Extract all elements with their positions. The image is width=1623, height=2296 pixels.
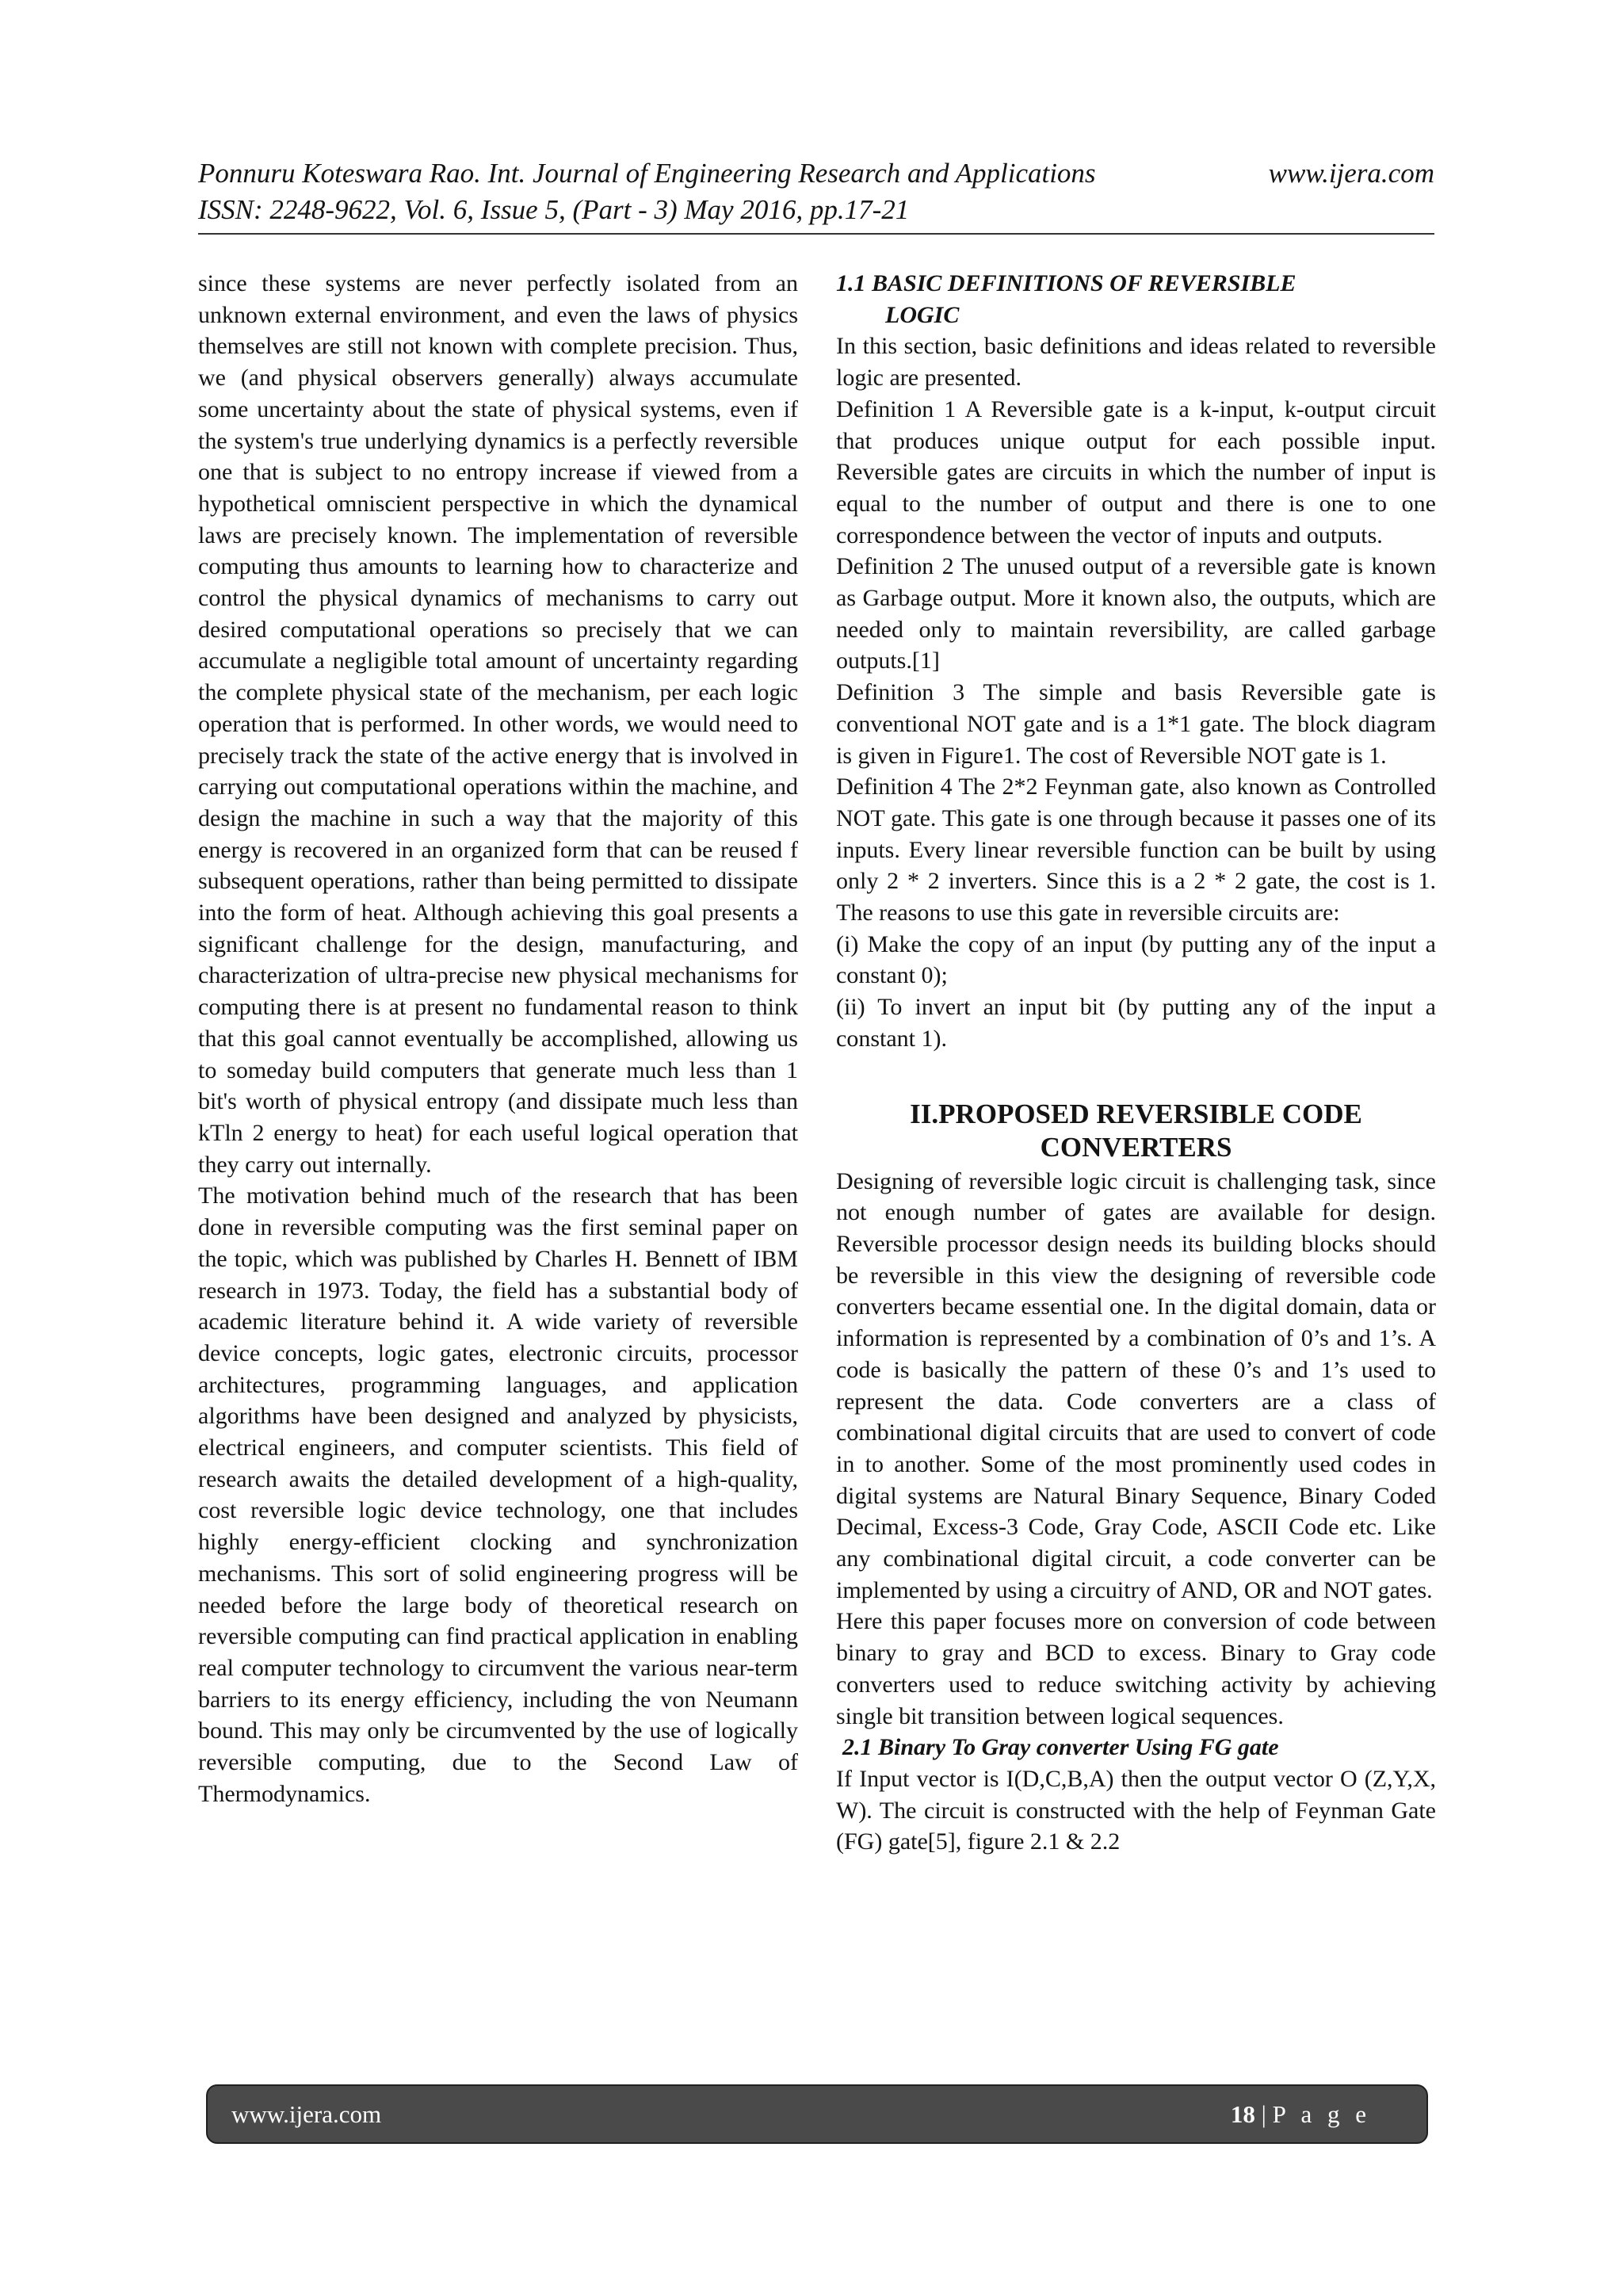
header-issn: ISSN: 2248-9622, Vol. 6, Issue 5, (Part - 3) May 2016, pp.17-21 xyxy=(198,194,910,225)
section-1-1-intro: In this section, basic definitions and ideas related to reversible logic are presented. xyxy=(836,333,1436,392)
section-2-heading xyxy=(836,1098,1436,1164)
footer-page-number xyxy=(1231,2100,1371,2129)
section-2-1-title: Binary To Gray converter Using FG gate xyxy=(872,1734,1279,1761)
left-paragraph-1: since these systems are never perfectly isolated from an unknown external environment, and even the laws of physics themselves are still not known with complete precision. Thus, we (and physical observers generally) always accumulate some uncertainty about the state of physical systems, even if the system's true underlying dynamics is a perfectly reversible one that is subject to no entropy increase if viewed from a hypothetical omniscient perspective in which the dynamical laws are precisely known. The implementation of reversible computing thus amounts to learning how to characterize and control the physical dynamics of mechanisms to carry out desired computational operations so precisely that we can accumulate a negligible total amount of uncertainty regarding the complete physical state of the mechanism, per each logic operation that is performed. In other words, we would need to precisely track the state of the active energy that is involved in carrying out computational operations within the machine, and design the machine in such a way that the majority of this energy is recovered in an organized form that can be reused f subsequent operations, rather than being permitted to dissipate into the form of heat. Although achieving this goal presents a significant challenge for the design, manufacturing, and characterization of ultra-precise new physical mechanisms for computing there is at present no fundamental reason to think that this goal cannot eventually be accomplished, allowing us to someday build computers that generate much less than 1 bit's worth of physical entropy (and dissipate much less than kTln 2 energy to heat) for each useful logical operation that they carry out internally. xyxy=(198,270,798,1178)
section-2-paragraph-2: Here this paper focuses more on conversion of code between binary to gray and BCD to excess. Binary to Gray code converters used to reduce switching activity by achieving single bit transition between logical sequences. xyxy=(836,1608,1436,1729)
definition-2: Definition 2 The unused output of a reversible gate is known as Garbage output. More it known also, the outputs, which are needed only to maintain reversibility, are called garbage outputs.[1] xyxy=(836,553,1436,674)
section-2-title-a: II.PROPOSED REVERSIBLE CODE xyxy=(910,1098,1362,1129)
page-separator: | xyxy=(1254,2099,1273,2128)
header-rule xyxy=(198,233,1434,235)
section-2-1-heading xyxy=(836,1732,1436,1763)
definition-4: Definition 4 The 2*2 Feynman gate, also known as Controlled NOT gate. This gate is one through because it passes one of its inputs. Every linear reversible function can be built by using only 2 * 2 inverters. Since this is a 2 * 2 gate, the cost is 1. The reasons to use this gate in reversible circuits are: xyxy=(836,774,1436,926)
reason-item-1: (i) Make the copy of an input (by putting any of the input a constant 0); xyxy=(836,930,1436,989)
running-header xyxy=(198,155,1434,228)
page-footer xyxy=(206,2084,1428,2144)
left-paragraph-2: The motivation behind much of the research that has been done in reversible computing was the first seminal paper on the topic, which was published by Charles H. Bennett of IBM research in 1973. Today, the field has a substantial body of academic literature behind it. A wide variety of reversible device concepts, logic gates, electronic circuits, processor architectures, programming languages, and application algorithms have been designed and analyzed by physicists, electrical engineers, and computer scientists. This field of research awaits the detailed development of a high-quality, cost reversible logic device technology, one that includes highly energy-efficient clocking and synchronization mechanisms. This sort of solid engineering progress will be needed before the large body of theoretical research on reversible computing can find practical application in enabling real computer technology to circumvent the various near-term barriers to its energy efficiency, including the von Neumann bound. This may only be circumvented by the use of logically reversible computing, due to the Second Law of Thermodynamics. xyxy=(198,1182,798,1807)
section-2-title-b: CONVERTERS xyxy=(1040,1131,1232,1163)
definition-1: Definition 1 A Reversible gate is a k-input, k-output circuit that produces unique output for each possible input. Reversible gates are circuits in which the number of input is equal to the number of output and there is one to one correspondence between the vector of inputs and outputs. xyxy=(836,395,1436,548)
header-journal: Ponnuru Koteswara Rao. Int. Journal of Engineering Research and Applications xyxy=(198,158,1096,189)
section-1-1-heading xyxy=(836,268,1436,330)
right-column xyxy=(836,268,1436,1858)
section-1-1-title-a: 1.1 BASIC DEFINITIONS OF REVERSIBLE xyxy=(836,270,1296,296)
page-number: 18 xyxy=(1230,2099,1255,2128)
section-2-1-number: 2.1 xyxy=(842,1734,873,1761)
left-column xyxy=(198,268,798,1809)
footer-site: www.ijera.com xyxy=(231,2099,382,2128)
header-site: www.ijera.com xyxy=(1268,158,1434,189)
section-1-1-title-b: LOGIC xyxy=(885,301,960,328)
section-2-paragraph-1: Designing of reversible logic circuit is challenging task, since not enough number of gates are available for design. Reversible processor design needs its building blocks should be reversible in this view the designing of reversible code converters became essential one. In the digital domain, data or information is represented by a combination of 0’s and 1’s. A code is basically the pattern of these 0’s and 1’s used to represent the data. Code converters are a class of combinational digital circuits that are used to convert of code in to another. Some of the most prominently used codes in digital systems are Natural Binary Sequence, Binary Coded Decimal, Excess-3 Code, Gray Code, ASCII Code etc. Like any combinational digital circuit, a code converter can be implemented by using a circuitry of AND, OR and NOT gates. xyxy=(836,1167,1436,1603)
reason-item-2: (ii) To invert an input bit (by putting any of the input a constant 1). xyxy=(836,994,1436,1052)
page-word: P a g e xyxy=(1272,2099,1371,2128)
definition-3: Definition 3 The simple and basis Reversible gate is conventional NOT gate and is a 1*1 gate. The block diagram is given in Figure1. The cost of Reversible NOT gate is 1. xyxy=(836,679,1436,769)
section-2-1-paragraph: If Input vector is I(D,C,B,A) then the output vector O (Z,Y,X, W). The circuit is constructed with the help of Feynman Gate (FG) gate[5], figure 2.1 & 2.2 xyxy=(836,1765,1436,1855)
